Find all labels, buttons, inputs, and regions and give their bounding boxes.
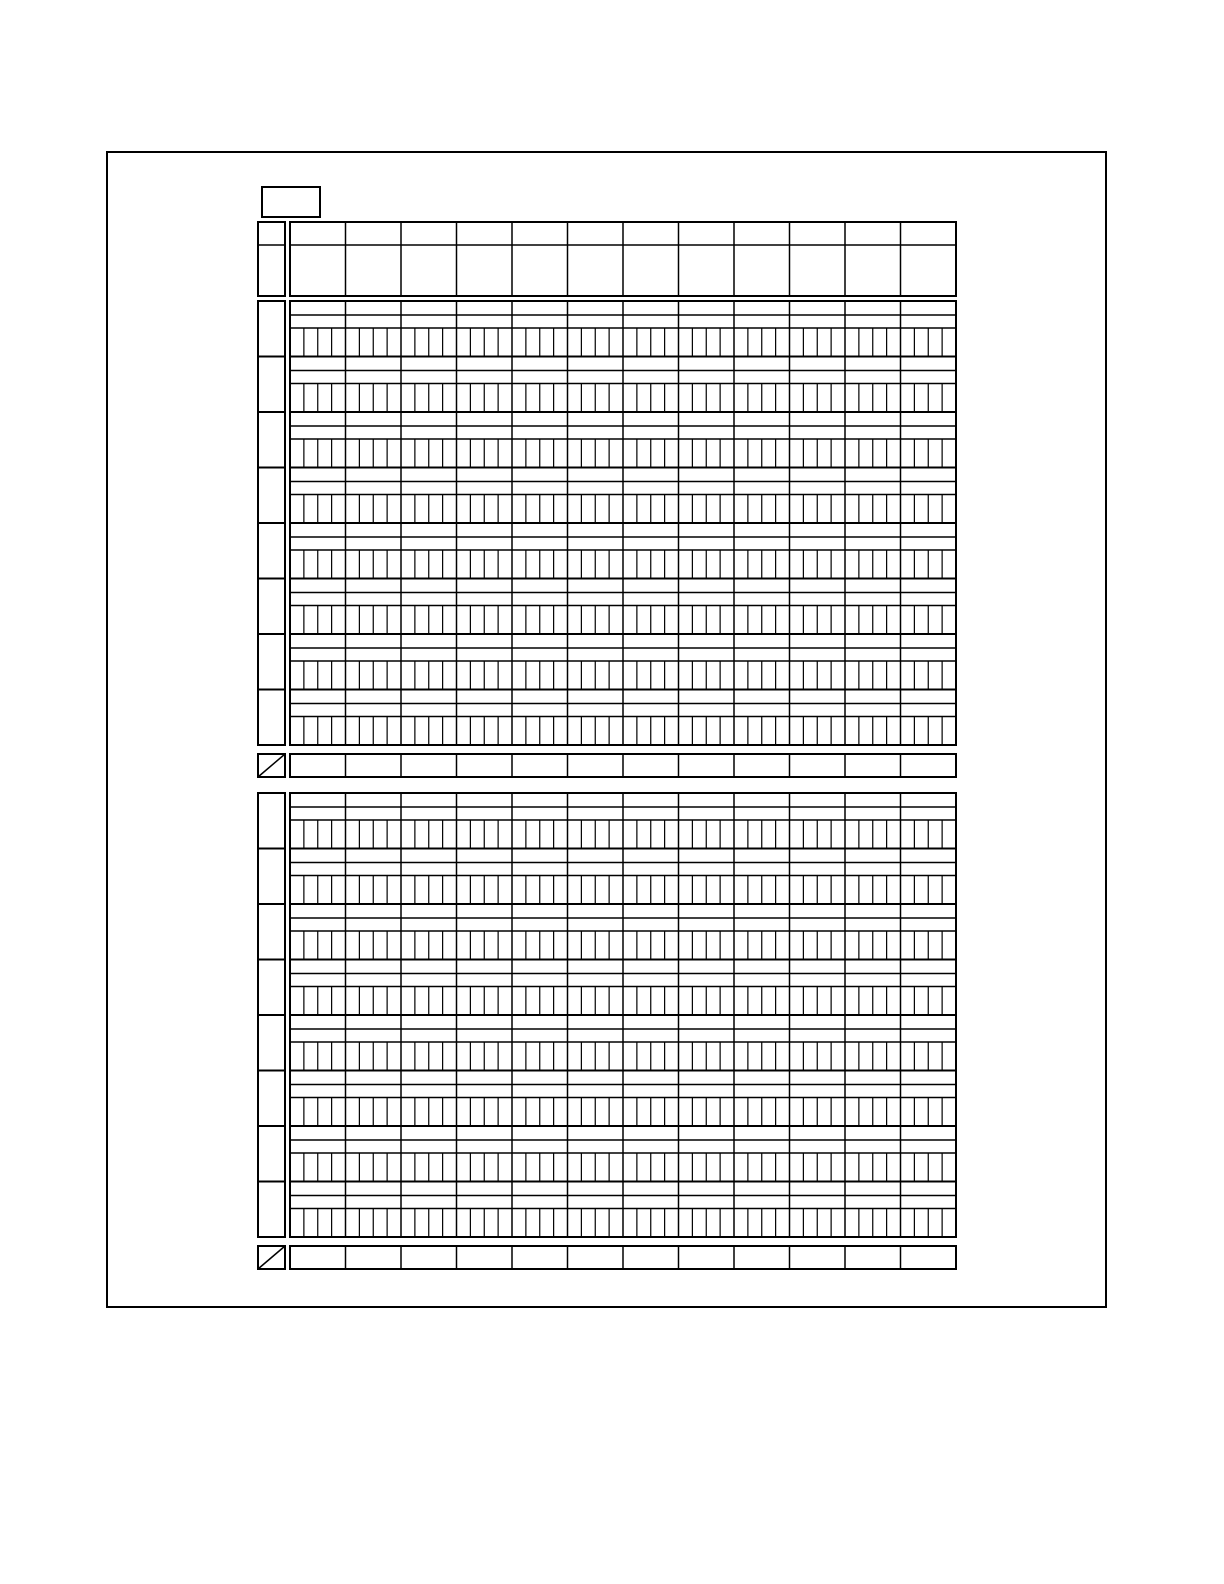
row-label-cell — [258, 468, 285, 524]
row-label-cell — [258, 904, 285, 960]
form-label-box — [262, 187, 320, 217]
row-label-cell — [258, 960, 285, 1016]
row-label-cell — [258, 1071, 285, 1127]
row-label-cell — [258, 1126, 285, 1182]
row-label-cell — [258, 357, 285, 413]
row-label-cell — [258, 1182, 285, 1238]
row-label-cell — [258, 849, 285, 905]
row-label-cell — [258, 1015, 285, 1071]
form-grid — [258, 222, 956, 1269]
header-label-cell — [258, 222, 285, 296]
row-label-cell — [258, 634, 285, 690]
total-diagonal — [258, 1246, 285, 1269]
total-diagonal — [258, 754, 285, 777]
row-label-cell — [258, 579, 285, 635]
row-label-cell — [258, 523, 285, 579]
row-label-cell — [258, 690, 285, 746]
row-label-cell — [258, 412, 285, 468]
row-label-cell — [258, 301, 285, 357]
row-label-cell — [258, 793, 285, 849]
